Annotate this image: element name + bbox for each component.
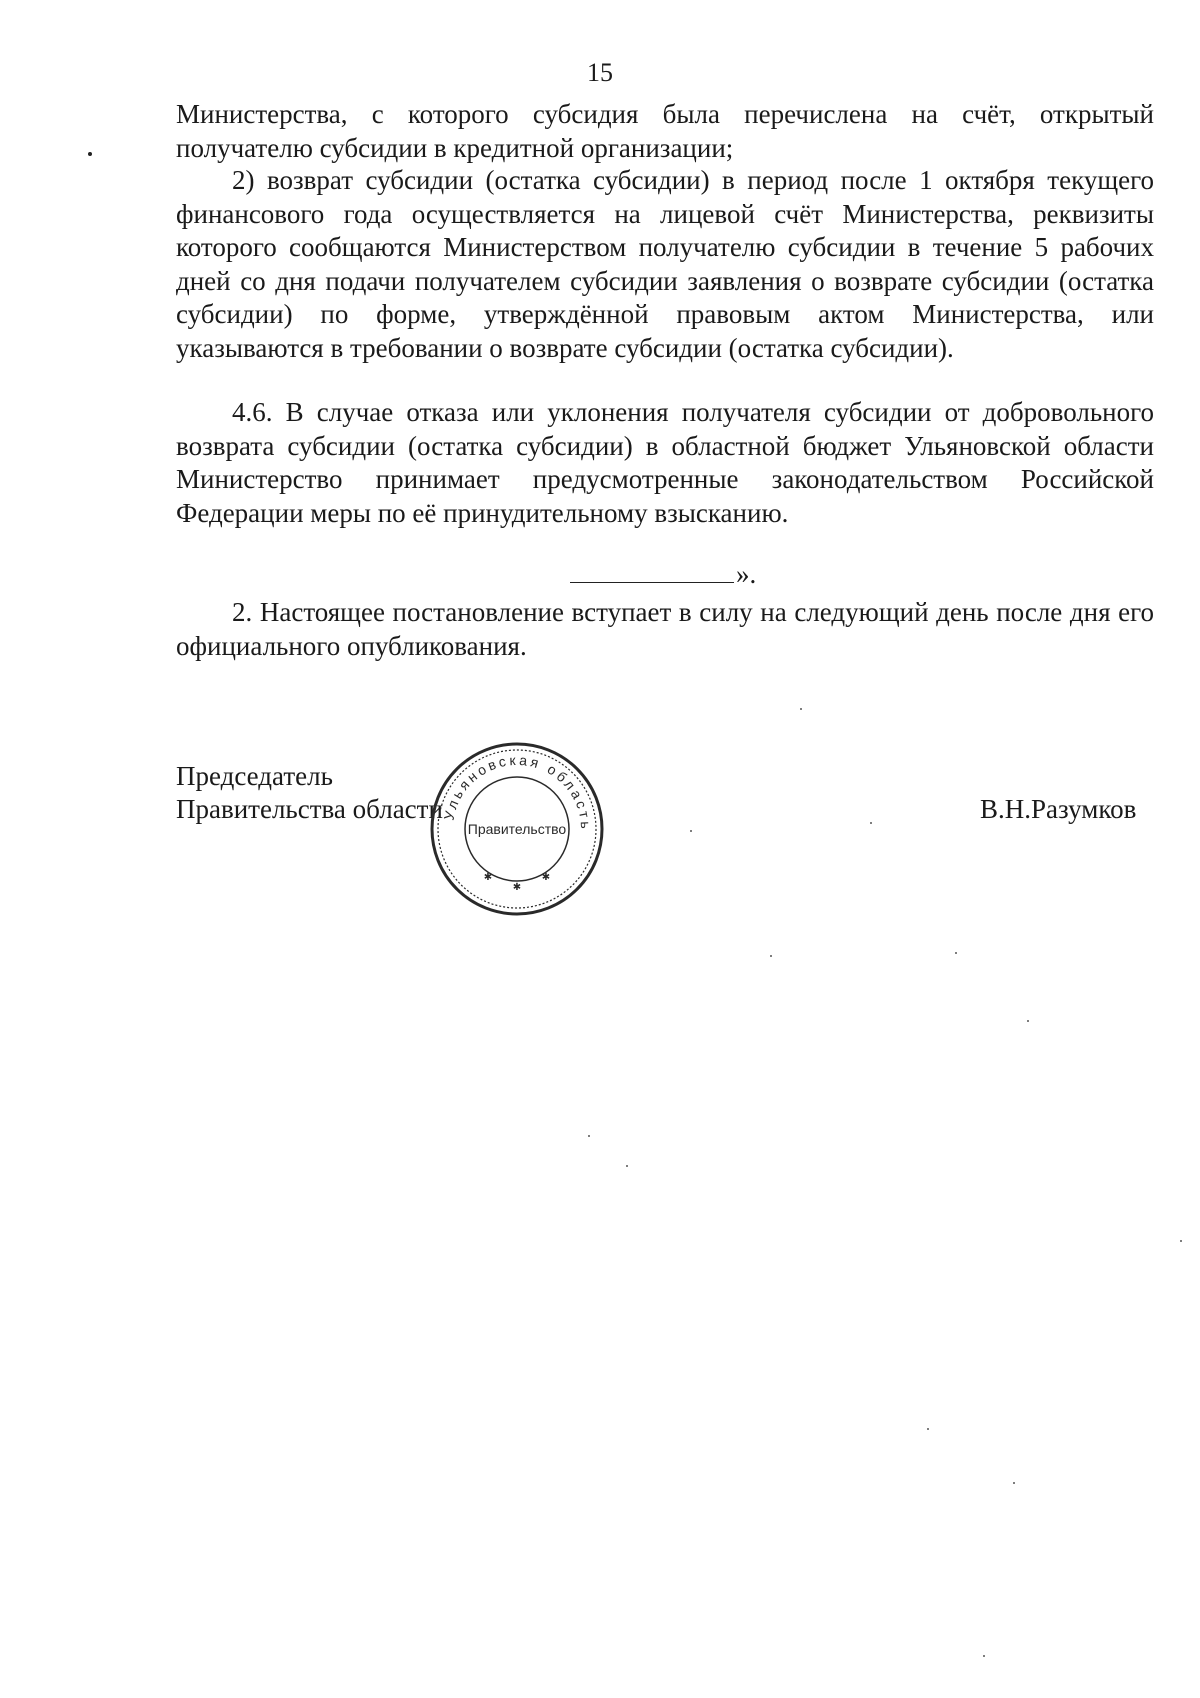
- paragraph-effective-date: [176, 596, 1154, 663]
- scan-speck: [800, 708, 802, 710]
- signatory-title: [176, 760, 443, 826]
- blank-underline: [570, 558, 734, 583]
- scan-speck: [690, 830, 692, 832]
- scan-speck: [1027, 1020, 1029, 1022]
- scan-speck: [1013, 1482, 1015, 1484]
- official-seal: [428, 740, 606, 918]
- seal-star-icon: ✱: [541, 872, 551, 883]
- page-number: 15: [587, 58, 613, 87]
- scan-speck: [88, 152, 92, 156]
- closing-quote: ».: [736, 559, 757, 589]
- paragraph-text: 4.6. В случае отказа или уклонения получателя субсидии от добровольного возврата субсидии (остатка субсидии) в областной бюджет Ульяновской области Министерство принимает предусмотренные законодательством Российской Федерации меры по её принудительному взысканию.: [176, 397, 1154, 528]
- paragraph-continuation: [176, 98, 1154, 165]
- signatory-title-line-1: Председатель: [176, 761, 333, 791]
- paragraph-text: 2. Настоящее постановление вступает в силу на следующий день после дня его официального опубликования.: [176, 597, 1154, 661]
- seal-center-text: Правительство: [467, 821, 567, 837]
- seal-star-icon: ✱: [512, 882, 522, 893]
- seal-star-icon: ✱: [483, 872, 493, 883]
- scan-speck: [626, 1165, 628, 1167]
- scan-speck: [983, 1655, 985, 1657]
- paragraph-text: Министерства, с которого субсидия была перечислена на счёт, открытый получателю субсидии в кредитной организации;: [176, 99, 1154, 163]
- signatory-title-line-2: Правительства области: [176, 794, 443, 824]
- scan-speck: [927, 1428, 929, 1430]
- scan-speck: [1180, 1240, 1182, 1242]
- paragraph-item-2: [176, 164, 1154, 365]
- scan-speck: [955, 952, 957, 954]
- scan-speck: [588, 1135, 590, 1137]
- scan-speck: [870, 822, 872, 824]
- signatory-name: В.Н.Разумков: [980, 794, 1137, 824]
- closing-quote-line: [570, 558, 756, 591]
- paragraph-section-4-6: [176, 396, 1154, 530]
- seal-ring-text: Ульяновская область: [440, 751, 595, 832]
- paragraph-text: 2) возврат субсидии (остатка субсидии) в период после 1 октября текущего финансового года осуществляется на лицевой счёт Министерства, реквизиты которого сообщаются Министерством получателю субсидии в течение 5 рабочих дней со дня подачи получателем субсидии заявления о возврате субсидии (остатка субсидии) по форме, утверждённой правовым актом Министерства, или указываются в требовании о возврате субсидии (остатка субсидии).: [176, 165, 1154, 363]
- scan-speck: [770, 955, 772, 957]
